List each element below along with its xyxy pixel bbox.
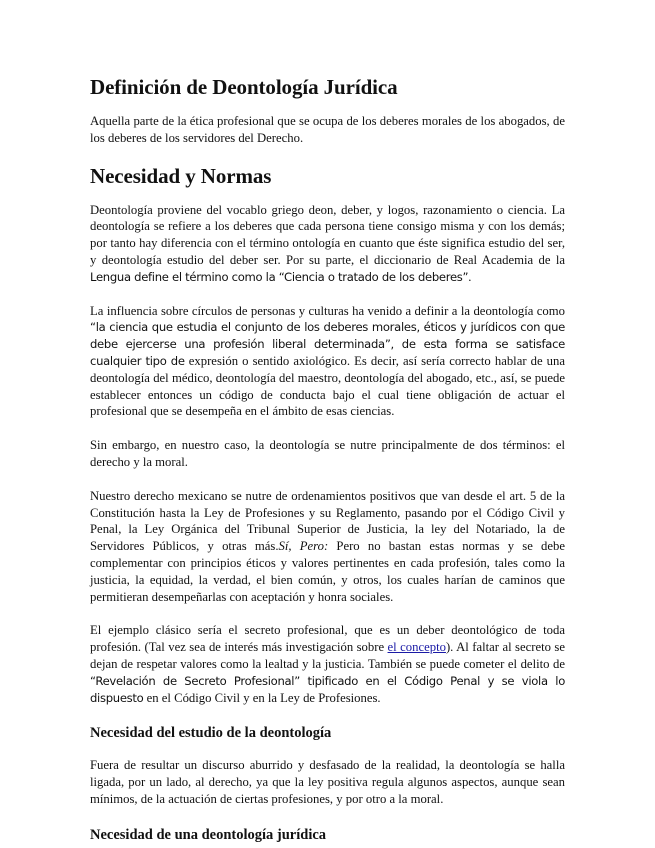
heading-deontologia-juridica: Necesidad de una deontología jurídica xyxy=(90,826,327,843)
rae-quote: Lengua define el término como la “Ciencia o tratado de los deberes” xyxy=(90,269,469,284)
heading-definicion: Definición de Deontología Jurídica xyxy=(90,75,398,99)
paragraph-secreto-profesional xyxy=(90,622,565,706)
paragraph-text-mid: ). Al faltar al secreto se dejan de respetar valores como la lealtad y la justicia. También se puede cometer el delito de xyxy=(90,640,565,671)
paragraph-influencia xyxy=(90,303,565,421)
paragraph-text-end: expresión o sentido axiológico. Es decir, así sería correcto hablar de una deontología del médico, deontología del maestro, deontología del abogado, etc., así, se puede establecer entonces un código de conducta bajo el cual tiene obligación de actuar el profesional que se desempeña en el ámbito de esas ciencias. xyxy=(90,353,566,419)
italic-phrase: Sí, Pero: xyxy=(278,539,329,554)
paragraph-text: Deontología proviene del vocablo griego deon, deber, y logos, razonamiento o ciencia. La deontología se refiere a los deberes que cada persona tiene consigo misma y con los demás; por tanto hay diferencia con el término ontología en cuanto que éste significa estudio del ser, y deontología estudio del deber ser. Por su parte, el diccionario de Real Academia de la xyxy=(90,202,565,267)
paragraph-text: La influencia sobre círculos de personas y culturas ha venido a definir a la deontología como xyxy=(90,303,565,318)
paragraph-text-end: Pero no bastan estas normas y se debe complementar con principios éticos y valores pertinentes en cada profesión, tales como la justicia, la equidad, la verdad, el bien común, y otros, los cuales harían de caminos que permitieran desempeñarlas con aceptación y honra sociales. xyxy=(90,539,565,604)
document-body xyxy=(90,74,565,844)
delito-quote: “Revelación de Secreto Profesional” tipificado en el Código Penal y se viola lo dispuesto xyxy=(90,673,565,705)
paragraph-text: El ejemplo clásico sería el secreto profesional, que es un deber deontológico de toda profesión. (Tal vez sea de interés más investigación sobre xyxy=(90,623,565,655)
paragraph-text: Nuestro derecho mexicano se nutre de ordenamientos positivos que van desde el art. 5 de la Constitución hasta la Ley de Profesiones y su Reglamento, pasando por el Código Civil y Penal, la Ley Orgánica del Tribunal Superior de Justicia, la ley del Notariado, la de Servidores Públicos, y otras más. xyxy=(90,488,565,554)
paragraph-estudio: Fuera de resultar un discurso aburrido y desfasado de la realidad, la deontología se halla ligada, por un lado, al derecho, ya que la ley positiva regula algunos aspectos, aunque sean mínimos, de la actuación de ciertas profesiones, y por otro a la moral. xyxy=(90,758,565,806)
heading-estudio-deontologia: Necesidad del estudio de la deontología xyxy=(90,725,332,742)
definition-quote: “la ciencia que estudia el conjunto de los deberes morales, éticos y jurídicos con que debe ejercerse una profesión liberal determinada”, de esta forma se satisface cualquier tipo de xyxy=(90,320,565,368)
paragraph-sin-embargo: Sin embargo, en nuestro caso, la deontología se nutre principalmente de dos términos: el derecho y la moral. xyxy=(90,438,565,469)
concepto-link[interactable]: el concepto xyxy=(387,640,446,655)
paragraph-text-end: . xyxy=(468,269,472,284)
paragraph-deontologia-origen xyxy=(90,202,565,286)
paragraph-definicion: Aquella parte de la ética profesional que se ocupa de los deberes morales de los abogados, de los deberes de los servidores del Derecho. xyxy=(90,114,565,145)
paragraph-derecho-mexicano xyxy=(90,488,565,606)
paragraph-text-end: en el Código Civil y en la Ley de Profesiones. xyxy=(143,690,381,705)
heading-necesidad-normas: Necesidad y Normas xyxy=(90,163,272,188)
